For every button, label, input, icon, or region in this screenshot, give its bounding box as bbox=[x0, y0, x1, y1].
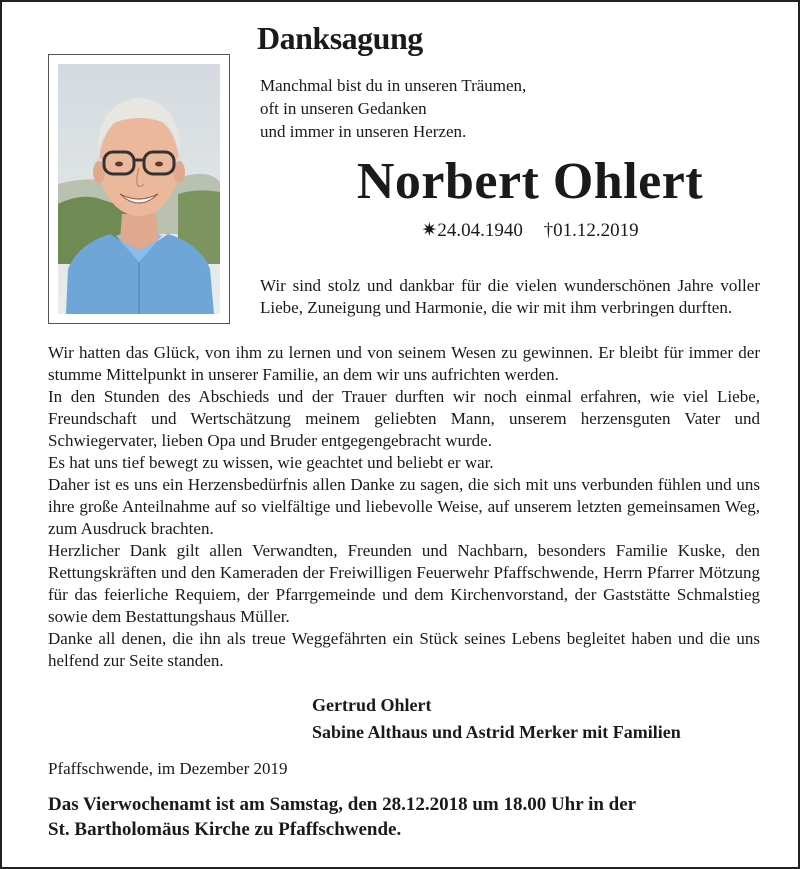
death-date-value: 01.12.2019 bbox=[553, 220, 639, 241]
signatures bbox=[312, 692, 681, 746]
death-cross-icon: † bbox=[543, 220, 554, 241]
signature-line: Sabine Althaus und Astrid Merker mit Familien bbox=[312, 722, 681, 742]
service-line: Das Vierwochenamt ist am Samstag, den 28.12.2018 um 18.00 Uhr in der bbox=[48, 794, 637, 815]
portrait-photo bbox=[58, 64, 220, 314]
poem-line: Manchmal bist du in unseren Träumen, bbox=[260, 76, 527, 95]
birth-star-icon: ✷ bbox=[421, 220, 438, 241]
paragraph: Danke all denen, die ihn als treue Weggefährten ein Stück seines Lebens begleitet haben und die uns helfend zur Seite standen. bbox=[48, 629, 760, 670]
death-date bbox=[544, 220, 639, 241]
birth-date bbox=[421, 220, 522, 241]
poem-line: oft in unseren Gedanken bbox=[260, 99, 427, 118]
place-date: Pfaffschwende, im Dezember 2019 bbox=[48, 759, 288, 778]
paragraph: Daher ist es uns ein Herzensbedürfnis allen Danke zu sagen, die sich mit uns verbunden fühlen und uns ihre große Anteilnahme auf so vielfältige und liebevolle Weise, auf unserem letzten gemeinsamen Weg, zum Ausdruck brachten. bbox=[48, 475, 760, 538]
signature-line: Gertrud Ohlert bbox=[312, 695, 432, 715]
paragraph: In den Stunden des Abschieds und der Trauer durften wir noch einmal erfahren, wie viel Liebe, Freundschaft und Wertschätzung meinem geliebten Mann, unserem herzensguten Vater und Schwiegervater, lieben Opa und Bruder entgegengebracht wurde. bbox=[48, 387, 760, 450]
paragraph: Wir hatten das Glück, von ihm zu lernen und von seinem Wesen zu gewinnen. Er bleibt für immer der stumme Mittelpunkt in unserer Familie, an dem wir uns aufrichten werden. bbox=[48, 343, 760, 384]
life-dates bbox=[260, 219, 800, 242]
portrait-illustration bbox=[58, 64, 220, 314]
deceased-name: Norbert Ohlert bbox=[356, 153, 704, 210]
thanks-text bbox=[48, 342, 760, 672]
poem-line: und immer in unseren Herzen. bbox=[260, 122, 467, 141]
birth-date-value: 24.04.1940 bbox=[437, 220, 523, 241]
service-line: St. Bartholomäus Kirche zu Pfaffschwende. bbox=[48, 819, 402, 840]
portrait-frame bbox=[48, 54, 230, 324]
paragraph: Es hat uns tief bewegt zu wissen, wie geachtet und beliebt er war. bbox=[48, 453, 494, 472]
poem bbox=[260, 74, 526, 143]
service-announcement bbox=[48, 792, 768, 842]
heading: Danksagung bbox=[257, 20, 423, 56]
paragraph: Herzlicher Dank gilt allen Verwandten, Freunden und Nachbarn, besonders Familie Kuske, den Rettungskräften und den Kameraden der Freiwilligen Feuerwehr Pfaffschwende, Herrn Pfarrer Mötzung für das feierliche Requiem, der Pfarrgemeinde und dem Kirchenvorstand, der Gaststätte Schmalstieg sowie dem Bestattungshaus Müller. bbox=[48, 541, 760, 626]
intro-paragraph: Wir sind stolz und dankbar für die vielen wunderschönen Jahre voller Liebe, Zuneigung und Harmonie, die wir mit ihm verbringen durften. bbox=[260, 276, 760, 317]
